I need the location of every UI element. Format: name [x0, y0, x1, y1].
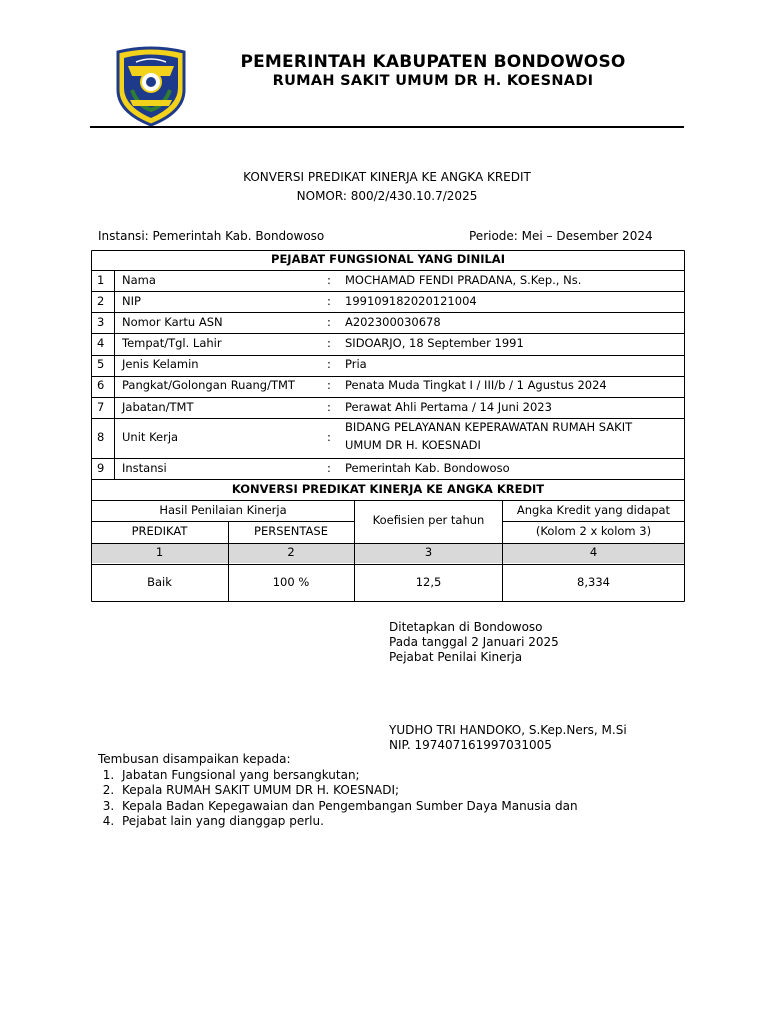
row-label: Tempat/Tgl. Lahir	[122, 336, 222, 350]
row-value: Perawat Ahli Pertama / 14 Juni 2023	[345, 400, 552, 414]
signer-name: YUDHO TRI HANDOKO, S.Kep.Ners, M.Si	[389, 723, 627, 737]
list-item: 1. Jabatan Fungsional yang bersangkutan;	[118, 768, 578, 784]
row-number: 8	[97, 430, 105, 444]
row-number: 2	[97, 294, 105, 308]
government-name: PEMERINTAH KABUPATEN BONDOWOSO	[240, 52, 626, 72]
row-value: SIDOARJO, 18 September 1991	[345, 336, 524, 350]
signer-nip: NIP. 197407161997031005	[389, 738, 552, 752]
column-number: 4	[589, 545, 598, 559]
row-label: Jenis Kelamin	[122, 357, 199, 371]
row-separator: :	[327, 273, 331, 287]
row-separator: :	[327, 315, 331, 329]
row-number: 5	[97, 357, 105, 371]
row-label: Nomor Kartu ASN	[122, 315, 223, 329]
row-label: Instansi	[122, 461, 167, 475]
row-label: Unit Kerja	[122, 430, 179, 444]
row-value: Pemerintah Kab. Bondowoso	[345, 461, 510, 475]
row-separator: :	[327, 378, 331, 392]
periode-line: Periode: Mei – Desember 2024	[469, 229, 653, 243]
angka-kredit-header: Angka Kredit yang didapat	[516, 503, 671, 517]
row-number: 9	[97, 461, 105, 475]
persentase-value: 100 %	[272, 575, 310, 589]
row-value: Pria	[345, 357, 367, 371]
row-value: MOCHAMAD FENDI PRADANA, S.Kep., Ns.	[345, 273, 582, 287]
signature-place: Ditetapkan di Bondowoso	[389, 620, 543, 634]
header-divider	[90, 126, 684, 128]
row-label: NIP	[122, 294, 141, 308]
row-value: Penata Muda Tingkat I / III/b / 1 Agustus 2024	[345, 378, 607, 392]
row-separator: :	[327, 400, 331, 414]
row-number: 7	[97, 400, 105, 414]
row-separator: :	[327, 430, 331, 444]
list-item: 2. Kepala RUMAH SAKIT UMUM DR H. KOESNADI;	[118, 783, 578, 799]
koefisien-value: 12,5	[415, 575, 442, 589]
row-separator: :	[327, 357, 331, 371]
row-value-line2: UMUM DR H. KOESNADI	[345, 438, 481, 452]
row-separator: :	[327, 336, 331, 350]
assessment-table	[91, 250, 685, 602]
regency-emblem-icon	[114, 46, 188, 126]
table1-heading: PEJABAT FUNGSIONAL YANG DINILAI	[271, 252, 505, 266]
row-label: Jabatan/TMT	[122, 400, 194, 414]
row-number: 6	[97, 378, 105, 392]
document-number: NOMOR: 800/2/430.10.7/2025	[296, 189, 478, 203]
signature-date: Pada tanggal 2 Januari 2025	[389, 635, 559, 649]
row-number: 4	[97, 336, 105, 350]
angka-kredit-formula: (Kolom 2 x kolom 3)	[535, 524, 652, 538]
predikat-value: Baik	[147, 575, 172, 589]
predikat-header: PREDIKAT	[131, 524, 188, 538]
angka-kredit-value: 8,334	[577, 575, 610, 589]
signature-role: Pejabat Penilai Kinerja	[389, 650, 523, 664]
tembusan-section	[98, 752, 578, 830]
column-number: 1	[155, 545, 164, 559]
row-number: 3	[97, 315, 105, 329]
row-value: A202300030678	[345, 315, 441, 329]
hasil-penilaian-header: Hasil Penilaian Kinerja	[159, 503, 287, 517]
instansi-line: Instansi: Pemerintah Kab. Bondowoso	[98, 229, 325, 243]
koefisien-header: Koefisien per tahun	[372, 513, 485, 527]
document-title: KONVERSI PREDIKAT KINERJA KE ANGKA KREDIT	[243, 170, 531, 184]
column-number: 3	[424, 545, 433, 559]
list-item: 3. Kepala Badan Kepegawaian dan Pengembangan Sumber Daya Manusia dan	[118, 799, 578, 815]
persentase-header: PERSENTASE	[254, 524, 328, 538]
column-number: 2	[287, 545, 295, 559]
row-value: 199109182020121004	[345, 294, 477, 308]
row-label: Pangkat/Golongan Ruang/TMT	[122, 378, 295, 392]
row-label: Nama	[122, 273, 156, 287]
list-item: 4. Pejabat lain yang dianggap perlu.	[118, 814, 578, 830]
hospital-name: RUMAH SAKIT UMUM DR H. KOESNADI	[272, 73, 594, 89]
tembusan-heading: Tembusan disampaikan kepada:	[98, 752, 291, 766]
table2-heading: KONVERSI PREDIKAT KINERJA KE ANGKA KREDIT	[231, 482, 545, 496]
row-separator: :	[327, 294, 331, 308]
row-value-line1: BIDANG PELAYANAN KEPERAWATAN RUMAH SAKIT	[345, 420, 633, 434]
row-number: 1	[97, 273, 105, 287]
row-separator: :	[327, 461, 331, 475]
